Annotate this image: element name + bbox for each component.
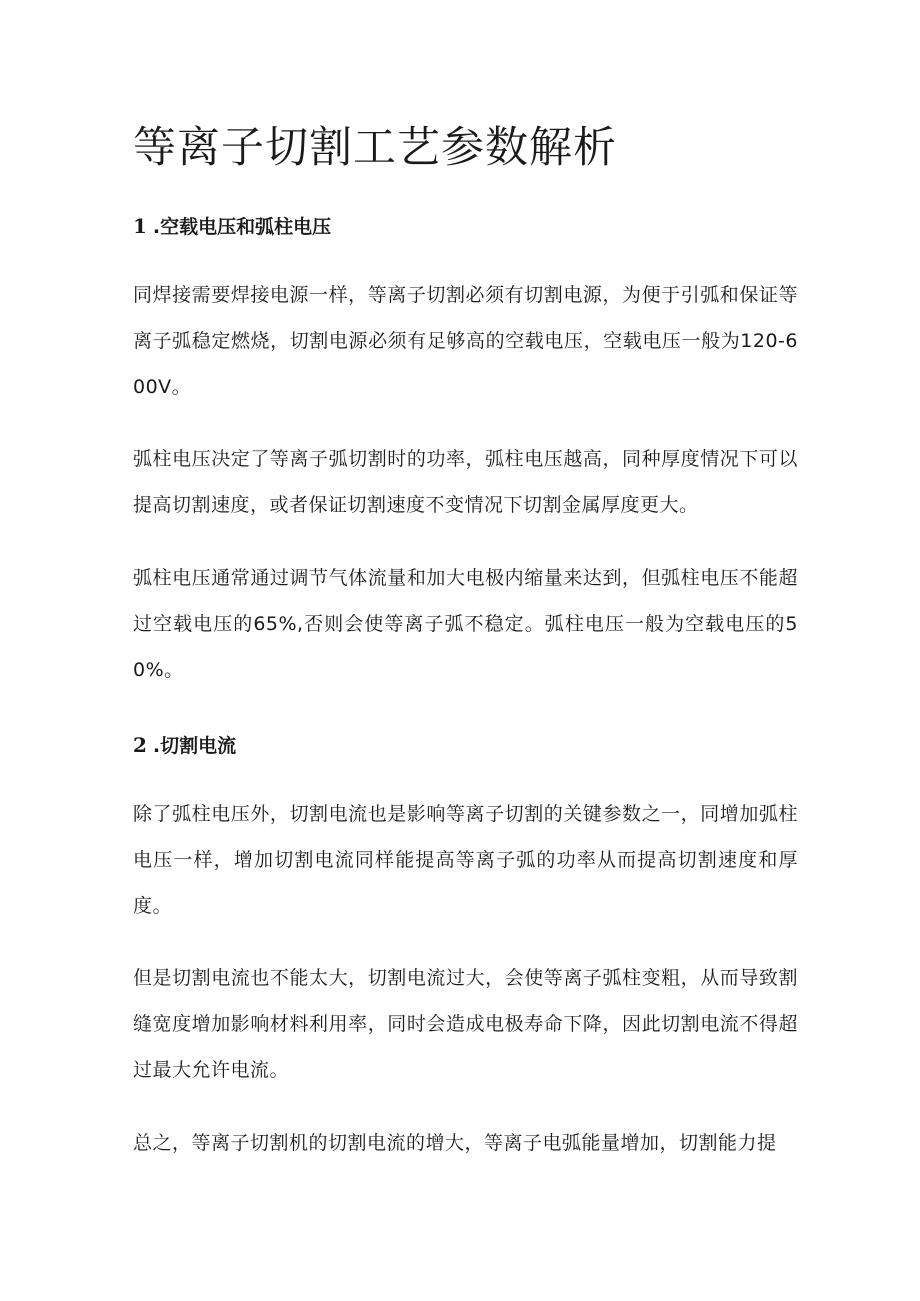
paragraph-2-2: 但是切割电流也不能太大，切割电流过大，会使等离子弧柱变粗，从而导致割缝宽度增加影响材料利用率，同时会造成电极寿命下降，因此切割电流不得超过最大允许电流。 [133, 967, 798, 1081]
paragraph-2-1: 除了弧柱电压外，切割电流也是影响等离子切割的关键参数之一，同增加弧柱电压一样，增加切割电流同样能提高等离子弧的功率从而提高切割速度和厚度。 [133, 803, 798, 917]
section-heading-text-2: .切割电流 [152, 735, 237, 757]
section-heading-1 [133, 212, 331, 241]
section-number-2: 2 [133, 733, 147, 757]
paragraph-1-2: 弧柱电压决定了等离子弧切割时的功率，弧柱电压越高，同种厚度情况下可以提高切割速度，或者保证切割速度不变情况下切割金属厚度更大。 [133, 448, 798, 516]
section-heading-text-1: .空载电压和弧柱电压 [152, 216, 332, 238]
section-number-1: 1 [133, 214, 147, 238]
page-title: 等离子切割工艺参数解析 [133, 123, 617, 173]
section-heading-2 [133, 731, 236, 760]
paragraph-1-3: 弧柱电压通常通过调节气体流量和加大电极内缩量来达到，但弧柱电压不能超过空载电压的65%,否则会使等离子弧不稳定。弧柱电压一般为空载电压的50%。 [133, 567, 798, 681]
paragraph-1-1: 同焊接需要焊接电源一样，等离子切割必须有切割电源，为便于引弧和保证等离子弧稳定燃烧，切割电源必须有足够高的空载电压，空载电压一般为120-600V。 [133, 284, 798, 398]
paragraph-2-3: 总之，等离子切割机的切割电流的增大，等离子电弧能量增加，切割能力提 [133, 1132, 777, 1154]
